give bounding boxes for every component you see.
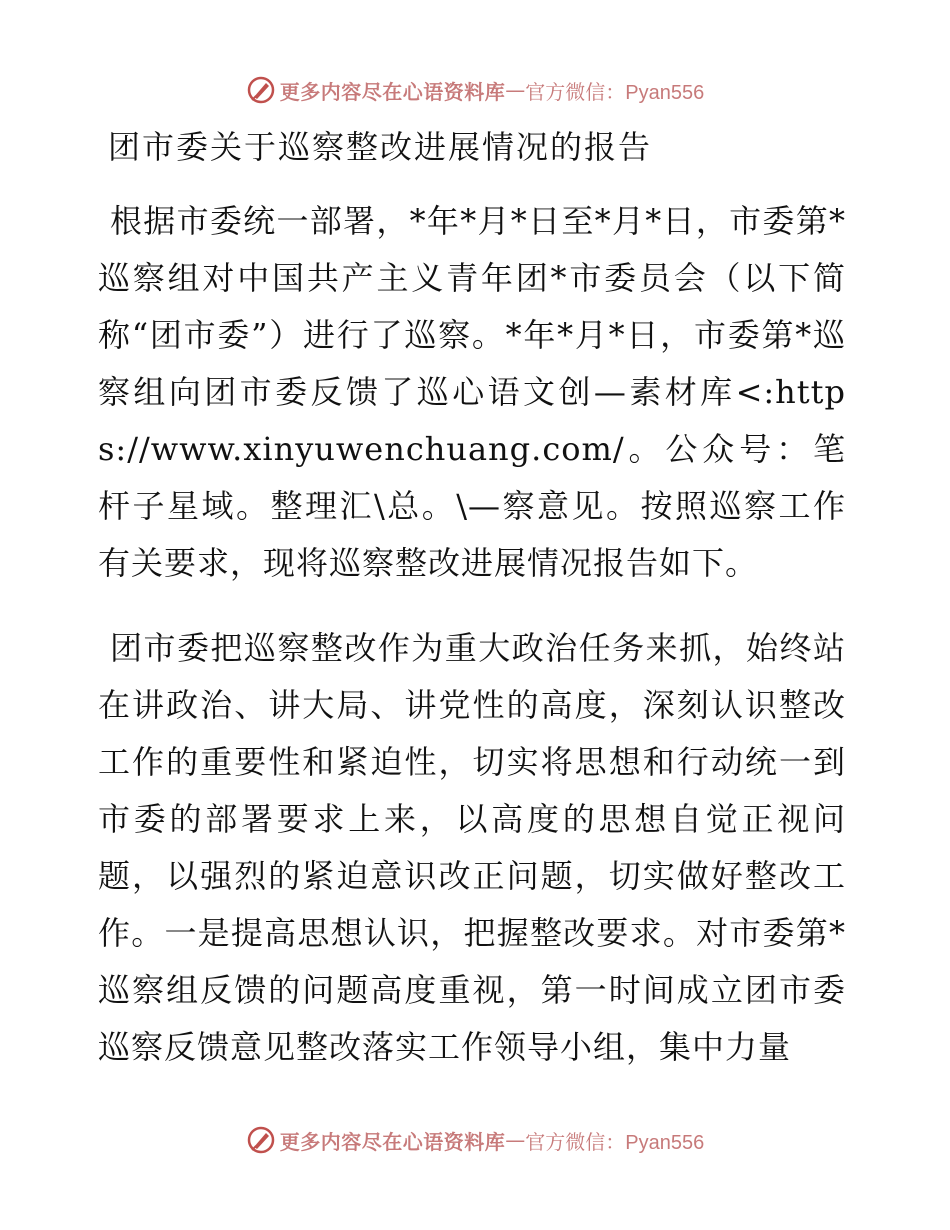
- watermark-separator: —: [505, 78, 526, 102]
- quill-logo-icon: [246, 75, 276, 105]
- watermark-wechat: 官方微信：Pyan556: [525, 1131, 705, 1154]
- paragraph-1: 根据市委统一部署，*年*月*日至*月*日，市委第*巡察组对中国共产主义青年团*市委员会（以下简称“团市委”）进行了巡察。*年*月*日，市委第*巡察组向团市委反馈了巡心语文创—素材库<:https://www.xinyuwenchuang.com/。公众号：笔杆子星域。整理汇\总。\—察意见。按照巡察工作有关要求，现将巡察整改进展情况报告如下。: [98, 202, 846, 582]
- paragraph-2: 团市委把巡察整改作为重大政治任务来抓，始终站在讲政治、讲大局、讲党性的高度，深刻认识整改工作的重要性和紧迫性，切实将思想和行动统一到市委的部署要求上来，以高度的思想自觉正视问题，以强烈的紧迫意识改正问题，切实做好整改工作。一是提高思想认识，把握整改要求。对市委第*巡察组反馈的问题高度重视，第一时间成立团市委巡察反馈意见整改落实工作领导小组，集中力量: [98, 629, 846, 1066]
- footer-watermark: [0, 1122, 950, 1158]
- quill-logo-icon: [246, 1125, 276, 1155]
- header-watermark: [0, 72, 950, 108]
- document-title: 团市委关于巡察整改进展情况的报告: [108, 128, 653, 166]
- watermark-wechat: 官方微信：Pyan556: [525, 81, 705, 104]
- watermark-text: 更多内容尽在心语资料库: [279, 1129, 506, 1154]
- watermark-separator: —: [505, 1128, 526, 1152]
- watermark-text: 更多内容尽在心语资料库: [279, 79, 506, 104]
